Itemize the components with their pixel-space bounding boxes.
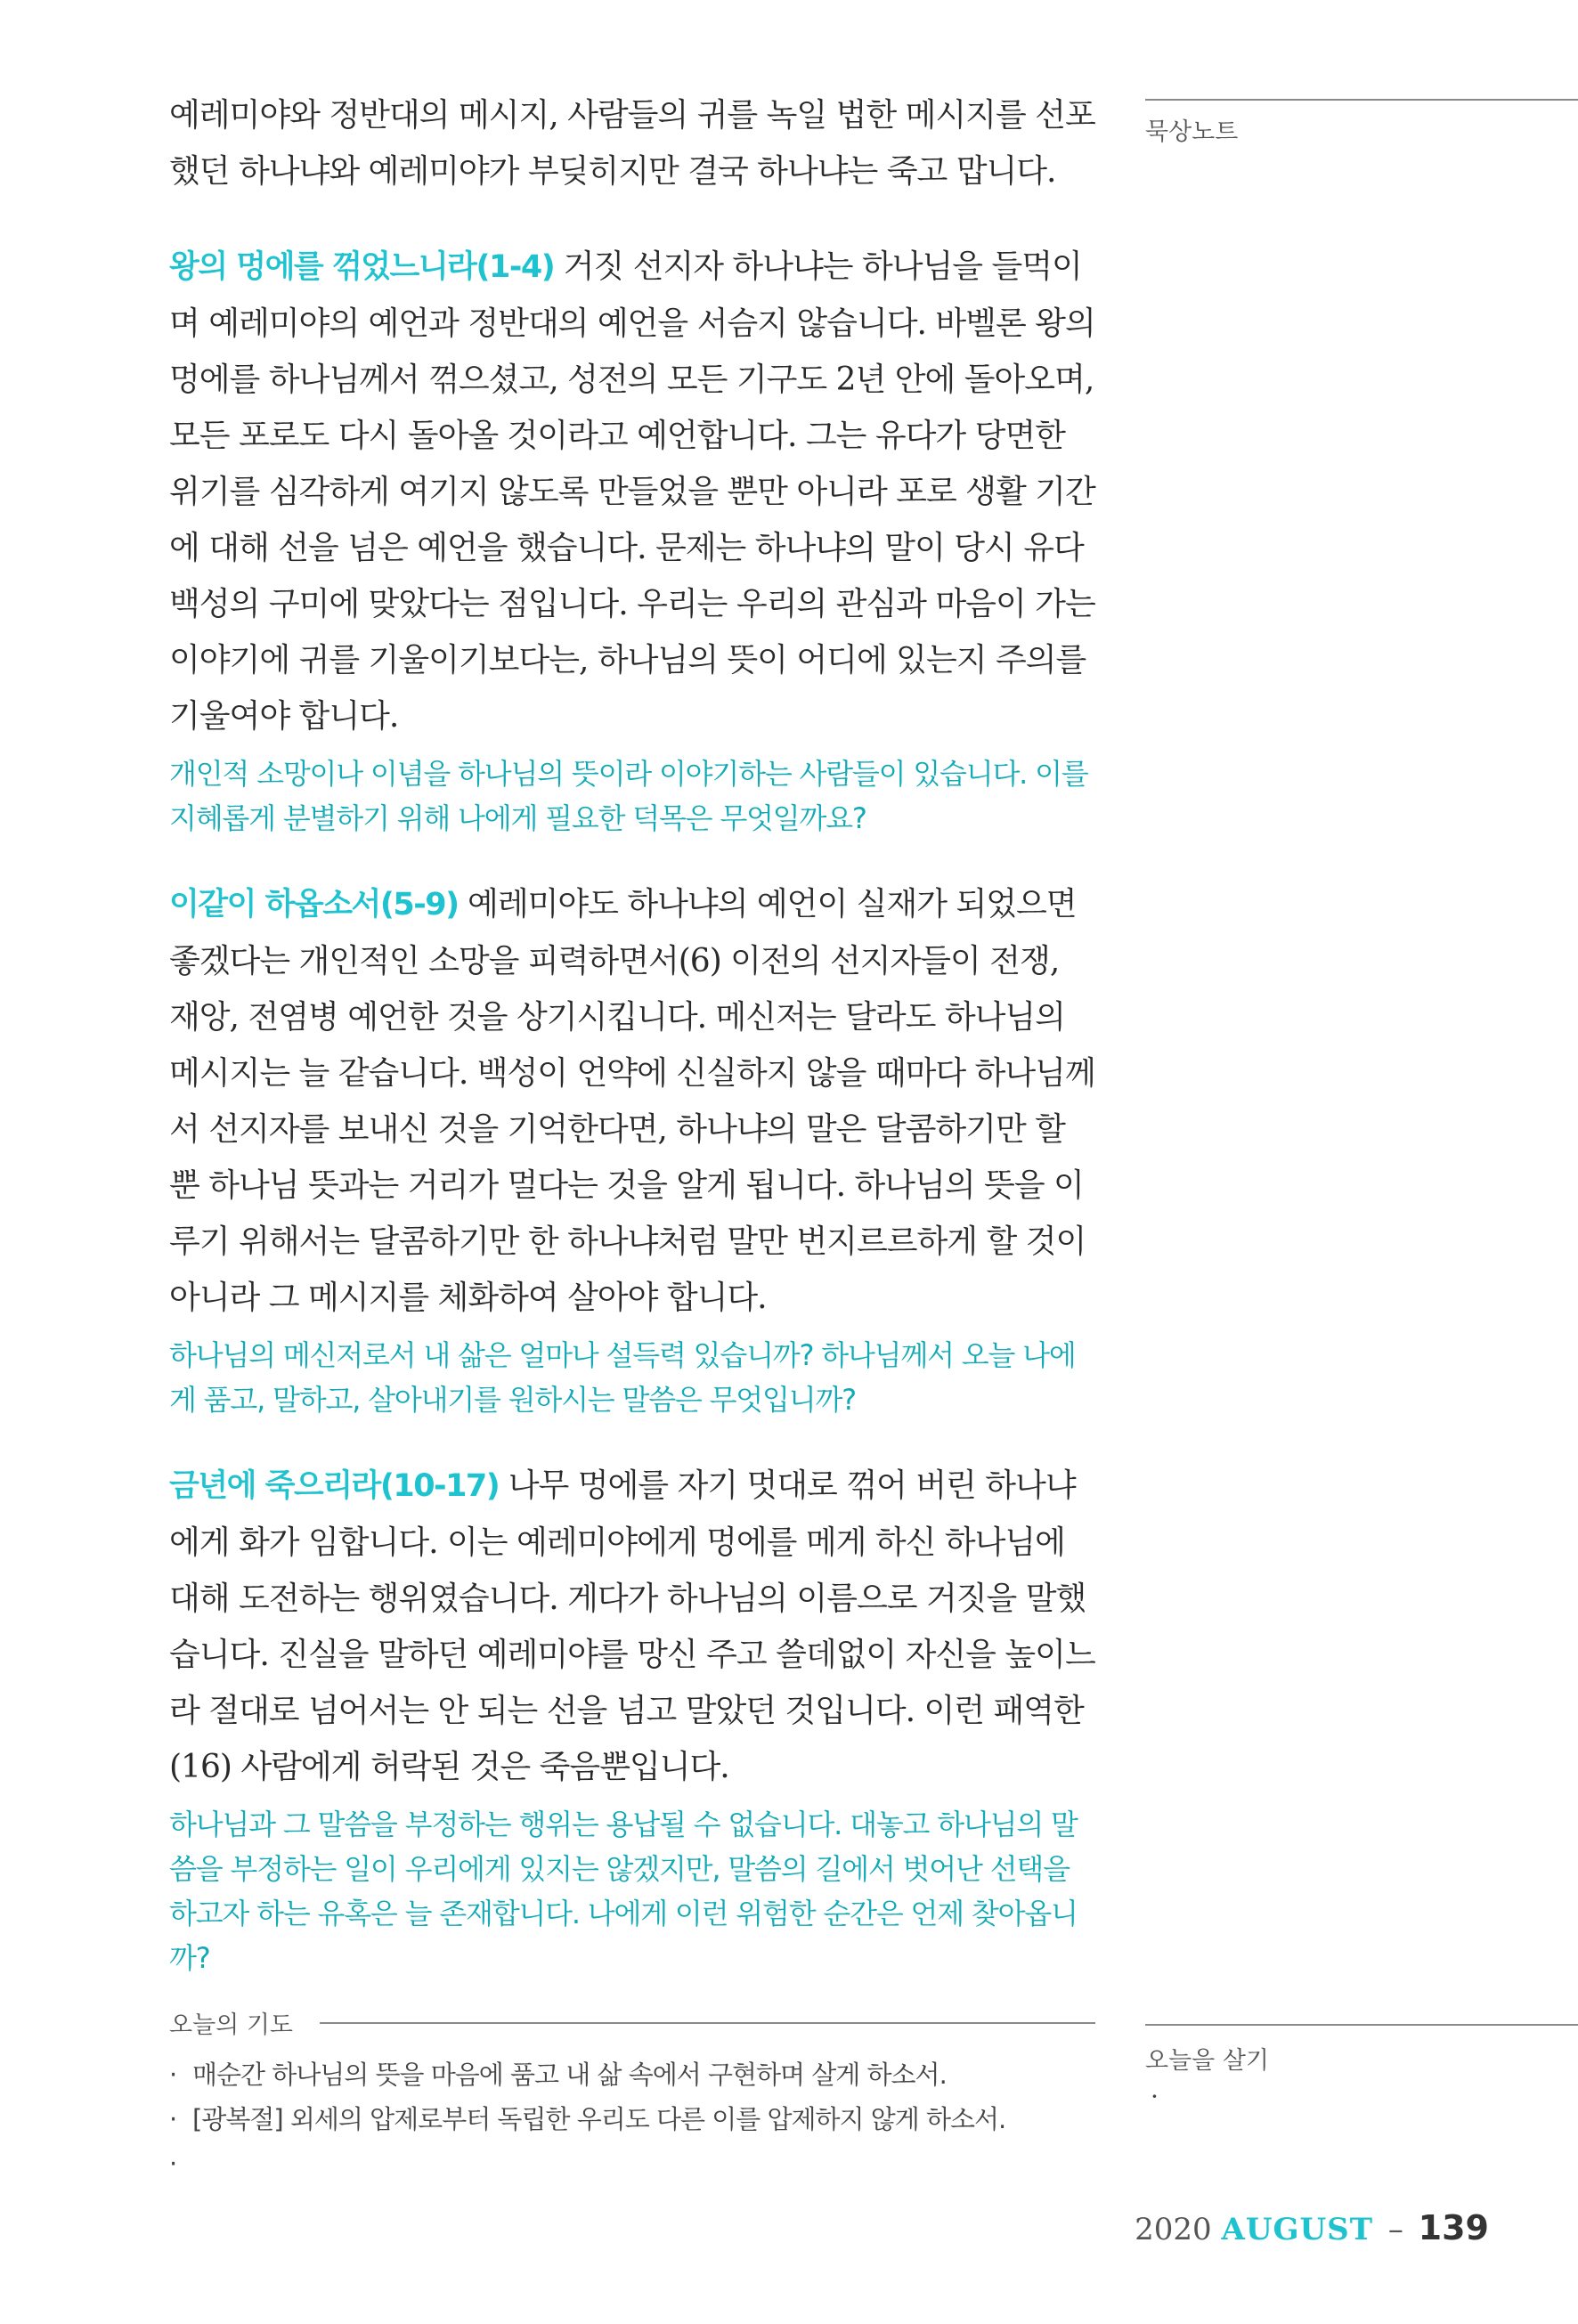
section-3-heading: 금년에 죽으리라(10-17) <box>169 1468 500 1504</box>
section-2-question: 하나님의 메신저로서 내 삶은 얼마나 설득력 있습니까? 하나님께서 오늘 나에게 품고, 말하고, 살아내기를 원하시는 말씀은 무엇입니까? <box>169 1338 1076 1417</box>
page-footer <box>1135 2208 1489 2247</box>
prayer-item-text: 매순간 하나님의 뜻을 마음에 품고 내 삶 속에서 구현하며 살게 하소서. <box>192 2060 947 2090</box>
main-content <box>169 87 1095 1980</box>
intro-paragraph: 예레미야와 정반대의 메시지, 사람들의 귀를 녹일 법한 메시지를 선포했던 하나냐와 예레미야가 부딪히지만 결국 하나냐는 죽고 맙니다. <box>169 97 1095 190</box>
footer-separator: – <box>1387 2212 1403 2247</box>
footer-year: 2020 <box>1135 2212 1212 2247</box>
prayer-list <box>169 2052 1095 2186</box>
side-note-label: 묵상노트 <box>1145 118 1239 146</box>
prayer-item <box>169 2141 1095 2186</box>
section-1-body: 거짓 선지자 하나냐는 하나님을 들먹이며 예레미야의 예언과 정반대의 예언을 서슴지 않습니다. 바벨론 왕의 멍에를 하나님께서 꺾으셨고, 성전의 모든 기구도 2년 안에 돌아오며, 모든 포로도 다시 돌아올 것이라고 예언합니다. 그는 유다가 당면한 위기를 심각하게 여기지 않도록 만들었을 뿐만 아니라 포로 생활 기간에 대해 선을 넘은 예언을 했습니다. 문제는 하나냐의 말이 당시 유다 백성의 구미에 맞았다는 점입니다. 우리는 우리의 관심과 마음이 가는 이야기에 귀를 기울이기보다는, 하나님의 뜻이 어디에 있는지 주의를 기울여야 합니다. <box>169 248 1095 735</box>
section-3-body: 나무 멍에를 자기 멋대로 꺾어 버린 하나냐에게 화가 임합니다. 이는 예레미야에게 멍에를 메게 하신 하나님에 대해 도전하는 행위였습니다. 게다가 하나님의 이름으로 거짓을 말했습니다. 진실을 말하던 예레미야를 망신 주고 쓸데없이 자신을 높이느라 절대로 넘어서는 안 되는 선을 넘고 말았던 것입니다. 이런 패역한(16) 사람에게 허락된 것은 죽음뿐입니다. <box>169 1467 1095 1785</box>
side-note-rule <box>1145 99 1578 101</box>
section-2-heading: 이같이 하옵소서(5-9) <box>169 887 459 922</box>
live-today-rule <box>1145 2024 1578 2026</box>
prayer-rule <box>320 2022 1095 2024</box>
section-1-paragraph <box>169 239 1095 744</box>
section-2-body: 예레미야도 하나냐의 예언이 실재가 되었으면 좋겠다는 개인적인 소망을 피력하면서(6) 이전의 선지자들이 전쟁, 재앙, 전염병 예언한 것을 상기시킵니다. 메신저는 달라도 하나님의 메시지는 늘 같습니다. 백성이 언약에 신실하지 않을 때마다 하나님께서 선지자를 보내신 것을 기억한다면, 하나냐의 말은 달콤하기만 할 뿐 하나님 뜻과는 거리가 멀다는 것을 알게 됩니다. 하나님의 뜻을 이루기 위해서는 달콤하기만 한 하나냐처럼 말만 번지르르하게 할 것이 아니라 그 메시지를 체화하여 살아야 합니다. <box>169 886 1095 1316</box>
section-3-question: 하나님과 그 말씀을 부정하는 행위는 용납될 수 없습니다. 대놓고 하나님의 말씀을 부정하는 일이 우리에게 있지는 않겠지만, 말씀의 길에서 벗어난 선택을 하고자 하는 유혹은 늘 존재합니다. 나에게 이런 위험한 순간은 언제 찾아옵니까? <box>169 1808 1078 1975</box>
section-3-paragraph <box>169 1458 1095 1795</box>
prayer-item <box>169 2097 1095 2141</box>
footer-month: AUGUST <box>1221 2212 1374 2247</box>
section-1-heading: 왕의 멍에를 꺾었느니라(1-4) <box>169 249 555 285</box>
live-today-bullet: · <box>1151 2082 1159 2111</box>
prayer-bullet: · <box>169 2149 177 2179</box>
prayer-bullet: · <box>169 2060 177 2090</box>
prayer-item-text: [광복절] 외세의 압제로부터 독립한 우리도 다른 이를 압제하지 않게 하소서. <box>192 2104 1006 2134</box>
prayer-item <box>169 2052 1095 2097</box>
section-2-paragraph <box>169 876 1095 1326</box>
page-number: 139 <box>1418 2208 1489 2247</box>
section-1-question: 개인적 소망이나 이념을 하나님의 뜻이라 이야기하는 사람들이 있습니다. 이를 지혜롭게 분별하기 위해 나에게 필요한 덕목은 무엇일까요? <box>169 757 1088 835</box>
live-today-title: 오늘을 살기 <box>1145 2047 1269 2075</box>
prayer-bullet: · <box>169 2104 177 2134</box>
prayer-title: 오늘의 기도 <box>169 2011 293 2039</box>
prayer-section <box>169 2005 1095 2186</box>
